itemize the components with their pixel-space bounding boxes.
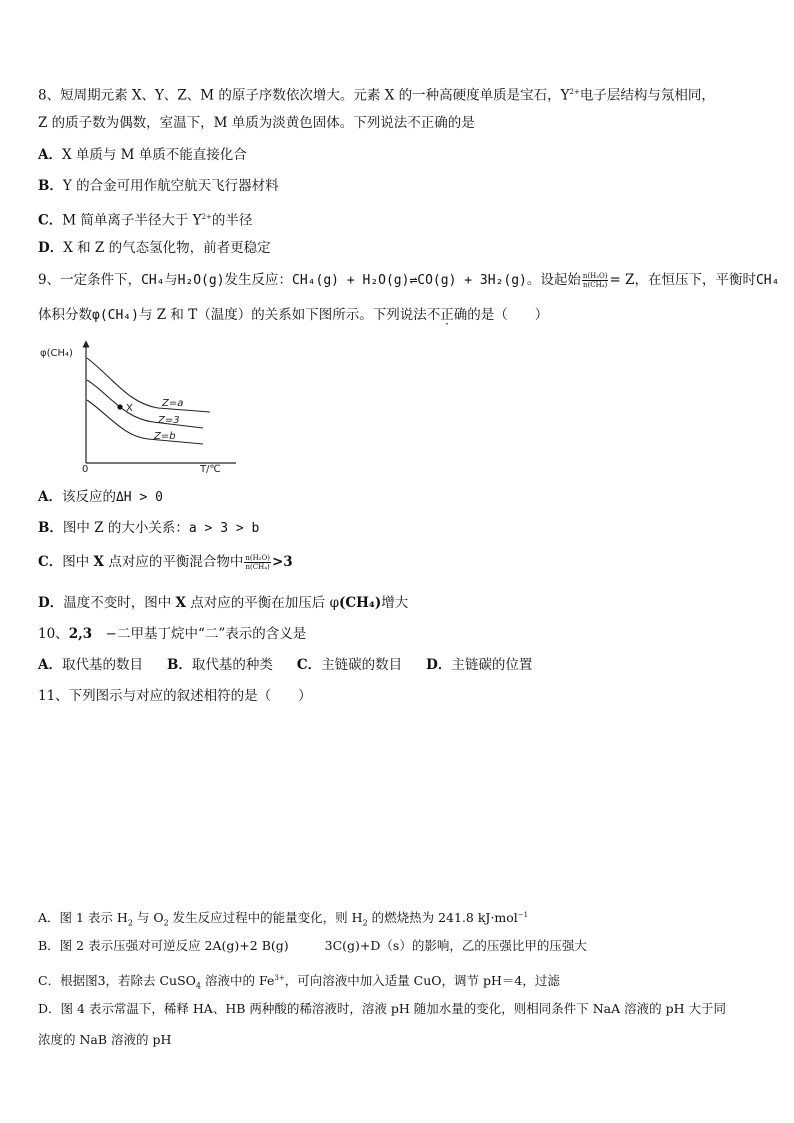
q8-option-a: A．X 单质与 M 单质不能直接化合 [38, 147, 247, 163]
point-x [117, 404, 122, 409]
q8-option-b: B．Y 的合金可用作航空航天飞行器材料 [38, 178, 279, 194]
curve-label-z-3: Z=3 [158, 415, 180, 426]
q9-ratio-fraction: $\frac{\text{n(H₂O)}}{\text{n(CH₄)}}$ [582, 272, 608, 289]
q9-option-d: D．温度不变时，图中 X 点对应的平衡在加压后 φ(CH₄)增大 [38, 595, 409, 611]
emphasis-not-correct: 不正确 [426, 307, 468, 323]
q9-option-b: B．图中 Z 的大小关系：a > 3 > b [38, 520, 260, 536]
curve-z-b [87, 400, 203, 444]
point-x-label: X [126, 403, 133, 414]
q8-stem-line1: 8、短周期元素 X、Y、Z、M 的原子序数依次增大。元素 X 的一种高硬度单质是宝石，$Y^{2+}$电子层结构与氖相同， [38, 87, 715, 104]
curve-label-z-b: Z=b [154, 431, 176, 442]
q11-option-d-line1: D．图 4 表示常温下，稀释 HA、HB 两种酸的稀溶液时，溶液 pH 随加水量的变化，则相同条件下 NaA 溶液的 pH 大于同 [38, 1001, 726, 1016]
q10-option-a: A．取代基的数目 [38, 657, 143, 673]
q9-option-c: C．图中 X 点对应的平衡混合物中 $\frac{\text{n(H₂O)}}{\text{n(CH₄)}}$ >3 [38, 554, 293, 571]
q11-option-d-line2: 浓度的 NaB 溶液的 pH [38, 1032, 172, 1047]
q10-option-c: C．主链碳的数目 [296, 657, 403, 673]
q11-option-b: B．图 2 表示压强对可逆反应 2A(g)+2 B(g) 3C(g)+D（s）的影响，乙的压强比甲的压强大 [38, 938, 587, 953]
curve-label-z-a: Z=a [162, 398, 184, 409]
q10-stem: 10、2,3 −二甲基丁烷中“二”表示的含义是 [38, 626, 307, 642]
q8-option-d: D．X 和 Z 的气态氢化物，前者更稳定 [38, 240, 271, 256]
q11-stem: 11、下列图示与对应的叙述相符的是（ ） [38, 688, 312, 704]
q10-option-b: B．取代基的种类 [166, 657, 273, 673]
q8-option-c: C．M 简单离子半径大于 $Y^{2+}$的半径 [38, 212, 253, 229]
q11-option-c: C．根据图3，若除去 CuSO$_4$ 溶液中的 $Fe^{3+}$，可向溶液中加入适量 CuO，调节 pH＝4，过滤 [38, 973, 560, 991]
q9-stem-line1: 9、一定条件下，CH₄与H₂O(g)发生反应：CH₄(g) + H₂O(g)⇌CO(g) + 3H₂(g)。设起始 $\frac{\text{n(H₂O)}}{\text{n(CH₄)}}$ = Z，在恒压下，平衡时CH₄ [38, 272, 780, 289]
y-axis-label: φ(CH₄) [40, 348, 73, 359]
q11-option-a: A．图 1 表示 $H_2$ 与 $O_2$ 发生反应过程中的能量变化，则 $H_2$ 的燃烧热为 241.8 kJ·mol$^{-1}$ [38, 910, 529, 928]
x-axis-label: T/℃ [200, 464, 221, 473]
q9-c-fraction: $\frac{\text{n(H₂O)}}{\text{n(CH₄)}}$ [245, 554, 270, 571]
q9-stem-line2: 体积分数φ(CH₄)与 Z 和 T（温度）的关系如下图所示。下列说法不正确的是（ ） [38, 307, 549, 323]
curve-z-a [87, 358, 210, 412]
origin-label: 0 [82, 464, 89, 473]
phi-ch4-vs-temperature-graph [38, 338, 238, 473]
q10-option-d: D．主链碳的位置 [426, 657, 533, 673]
q10-options [38, 655, 556, 675]
q8-stem-line2: Z 的质子数为偶数，室温下，M 单质为淡黄色固体。下列说法不正确的是 [38, 115, 475, 131]
q9-option-a: A．该反应的ΔH > 0 [38, 489, 163, 505]
